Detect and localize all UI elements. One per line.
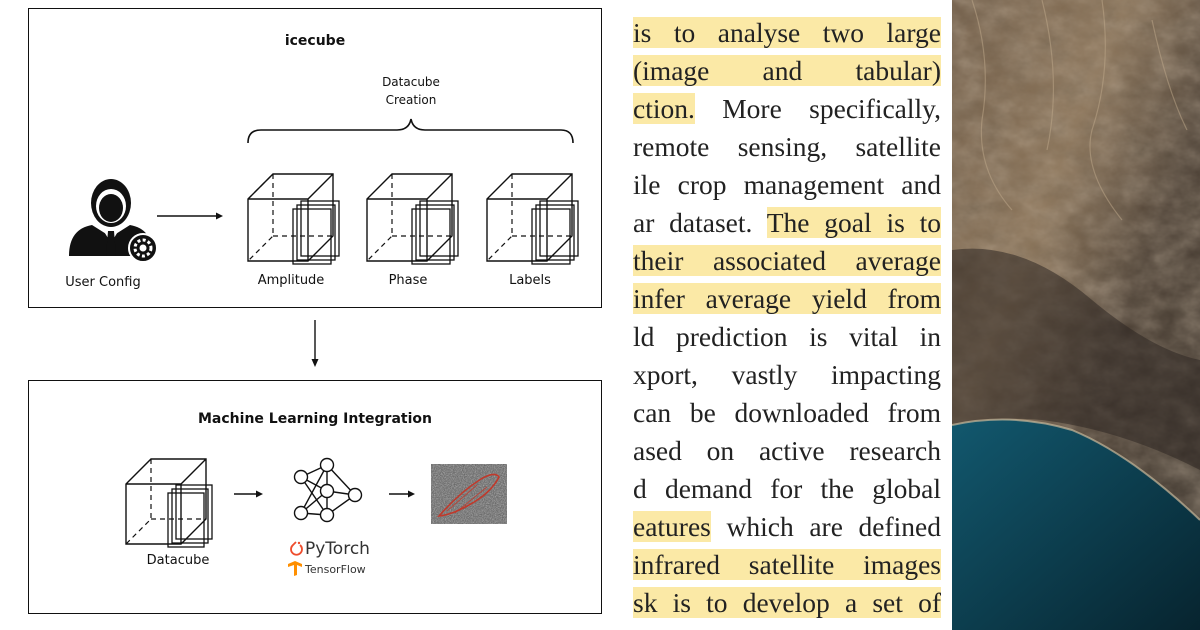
brace-label-line1: Datacube <box>382 75 440 89</box>
datacube-creation-panel <box>28 8 602 308</box>
tensorflow-icon <box>288 561 302 576</box>
phase-label: Phase <box>388 273 428 288</box>
amplitude-cube-icon <box>248 174 339 264</box>
doc-line <box>633 508 941 546</box>
datacube-label: Datacube <box>146 553 210 568</box>
doc-line: xport, vastly impacting <box>633 359 941 390</box>
phase-cube-icon <box>367 174 458 264</box>
highlighted-text: (image and tabular) <box>633 55 941 86</box>
doc-line <box>633 546 941 584</box>
labels-cube-icon <box>487 174 578 264</box>
sar-output-image <box>431 464 507 524</box>
datacube-icon <box>126 459 212 547</box>
labels-label: Labels <box>509 273 551 288</box>
user-config-icon <box>69 179 157 262</box>
satellite-image <box>952 0 1200 630</box>
highlighted-text: infer average yield from <box>633 283 941 314</box>
satellite-terrain-graphic <box>952 0 1200 630</box>
doc-line <box>633 584 941 622</box>
highlighted-text: The goal is to <box>766 207 941 238</box>
bottom-diagram-graphics <box>29 381 603 615</box>
doc-line <box>633 52 941 90</box>
plain-text: which are defined <box>710 511 941 542</box>
doc-line <box>633 204 941 242</box>
doc-line: ld prediction is vital in <box>633 321 941 352</box>
plain-text: ar dataset. <box>633 207 767 238</box>
ml-integration-panel <box>28 380 602 614</box>
doc-line <box>633 242 941 280</box>
highlighted-text: their associated average <box>633 245 941 276</box>
highlighted-text: eatures <box>633 511 711 542</box>
panel-title: icecube <box>284 33 346 49</box>
tensorflow-wordmark: TensorFlow <box>305 563 366 576</box>
curly-brace <box>248 119 573 143</box>
highlighted-text: ction. <box>633 93 695 124</box>
pytorch-icon <box>291 542 302 555</box>
doc-line <box>633 14 941 52</box>
top-diagram-graphics <box>29 9 603 309</box>
doc-line: can be downloaded from <box>633 397 941 428</box>
ml-panel-title: Machine Learning Integration <box>198 411 432 427</box>
highlighted-text: sk is to develop a set of <box>633 587 941 618</box>
pytorch-wordmark: PyTorch <box>305 539 370 559</box>
doc-line <box>633 280 941 318</box>
doc-line: remote sensing, satellite <box>633 131 941 162</box>
neural-network-icon <box>295 459 362 522</box>
doc-line: d demand for the global <box>633 473 941 504</box>
amplitude-label: Amplitude <box>257 273 325 288</box>
highlighted-text: infrared satellite images <box>633 549 941 580</box>
doc-line: ased on active research <box>633 435 941 466</box>
brace-label-line2: Creation <box>385 93 437 107</box>
user-config-label: User Config <box>65 275 141 290</box>
highlighted-text: is to analyse two large <box>633 17 941 48</box>
plain-text: More specifically, <box>694 93 941 124</box>
arrow-down <box>305 318 325 370</box>
doc-line <box>633 90 941 128</box>
doc-line: ile crop management and <box>633 169 941 200</box>
document-excerpt <box>633 10 941 630</box>
